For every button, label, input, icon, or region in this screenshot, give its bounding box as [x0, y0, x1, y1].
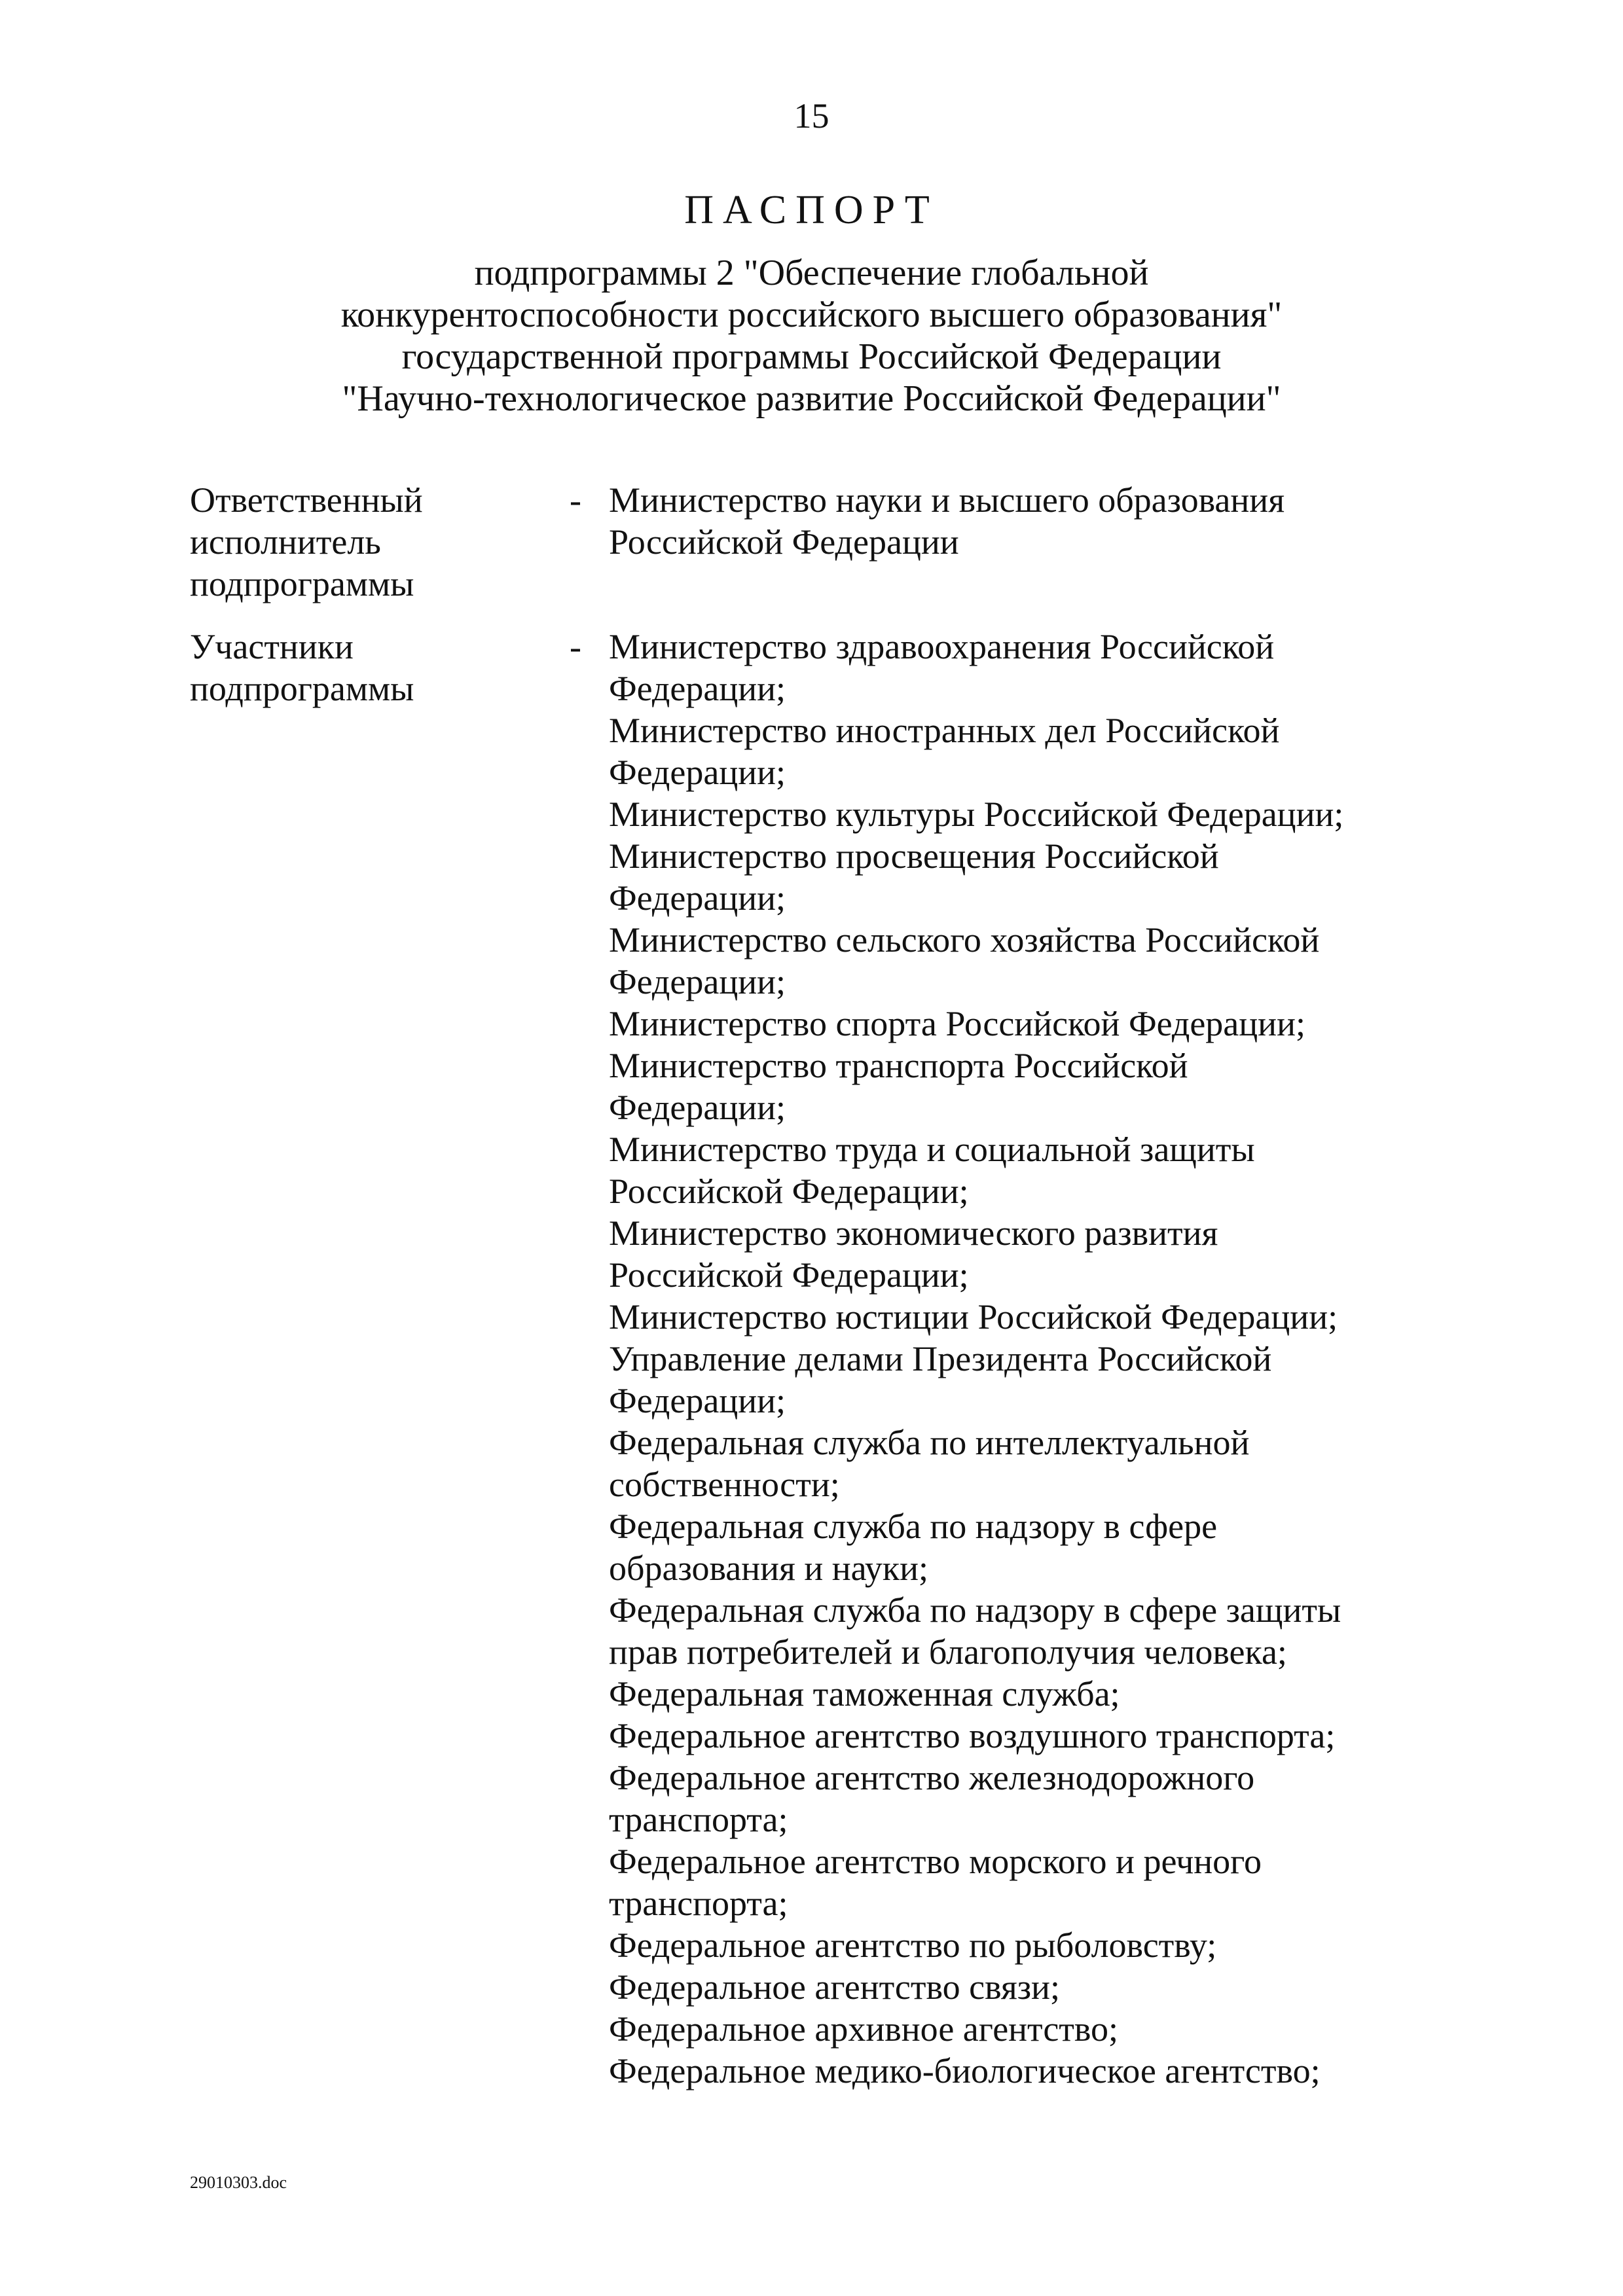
participant-line: Федеральная служба по надзору в сфере защиты [609, 1590, 1341, 1630]
responsible-executor-value [609, 479, 1285, 563]
participant-line: Федеральное медико-биологическое агентство; [609, 2051, 1321, 2090]
label-line: исполнитель [190, 522, 381, 562]
participant-line: Федеральное агентство по рыболовству; [609, 1926, 1217, 1965]
footer-filename: 29010303.doc [190, 2173, 287, 2192]
participant-line: Министерство спорта Российской Федерации; [609, 1004, 1305, 1043]
participant-line: Федеральная таможенная служба; [609, 1674, 1120, 1713]
participant-line: Российской Федерации; [609, 1255, 969, 1295]
participant-line: Федерации; [609, 962, 786, 1001]
participant-line: Федеральное агентство воздушного транспорта; [609, 1716, 1336, 1755]
participants-label [190, 626, 414, 709]
document-title: ПАСПОРТ [684, 188, 939, 232]
label-line: Участники [190, 627, 354, 666]
subtitle-line: конкурентоспособности российского высшего образования" [340, 295, 1283, 335]
participant-line: Министерство просвещения Российской [609, 836, 1219, 876]
row-dash: - [570, 480, 581, 520]
participant-line: транспорта; [609, 1884, 788, 1923]
participant-line: Министерство здравоохранения Российской [609, 627, 1275, 666]
participant-line: транспорта; [609, 1800, 788, 1839]
participant-line: Министерство экономического развития [609, 1213, 1218, 1253]
participant-line: Федерации; [609, 878, 786, 918]
participant-line: Министерство культуры Российской Федерации; [609, 795, 1344, 834]
participant-line: Министерство юстиции Российской Федерации; [609, 1297, 1338, 1336]
participant-line: Министерство сельского хозяйства Российской [609, 920, 1320, 960]
participant-line: Федеральное агентство морского и речного [609, 1842, 1262, 1881]
subtitle [0, 252, 1623, 420]
subtitle-line: "Научно-технологическое развитие Российской Федерации" [342, 378, 1281, 419]
participant-line: Министерство иностранных дел Российской [609, 711, 1280, 750]
participant-line: Федеральная служба по интеллектуальной [609, 1423, 1250, 1462]
participants-list [609, 626, 1343, 2092]
participant-line: Федерации; [609, 1381, 786, 1420]
participant-line: Федерации; [609, 1088, 786, 1127]
value-line: Российской Федерации [609, 522, 959, 562]
participant-line: Федеральное агентство железнодорожного [609, 1758, 1255, 1797]
participant-line: Российской Федерации; [609, 1172, 969, 1211]
subtitle-line: подпрограммы 2 "Обеспечение глобальной [474, 253, 1149, 293]
participant-line: Федеральное агентство связи; [609, 1967, 1060, 2007]
label-line: подпрограммы [190, 564, 414, 603]
responsible-executor-label [190, 479, 423, 605]
participant-line: Федеральная служба по надзору в сфере [609, 1507, 1218, 1546]
page-number: 15 [793, 96, 830, 135]
label-line: подпрограммы [190, 669, 414, 708]
participant-line: Федеральное архивное агентство; [609, 2009, 1119, 2049]
participant-line: Министерство труда и социальной защиты [609, 1130, 1255, 1169]
participant-line: Управление делами Президента Российской [609, 1339, 1272, 1378]
value-line: Министерство науки и высшего образования [609, 480, 1285, 520]
participant-line: Федерации; [609, 753, 786, 792]
participant-line: собственности; [609, 1465, 840, 1504]
participant-line: Министерство транспорта Российской [609, 1046, 1188, 1085]
row-dash: - [570, 627, 581, 666]
label-line: Ответственный [190, 480, 423, 520]
participant-line: Федерации; [609, 669, 786, 708]
participant-line: прав потребителей и благополучия человека; [609, 1632, 1287, 1672]
participant-line: образования и науки; [609, 1549, 929, 1588]
subtitle-line: государственной программы Российской Федерации [401, 336, 1222, 377]
